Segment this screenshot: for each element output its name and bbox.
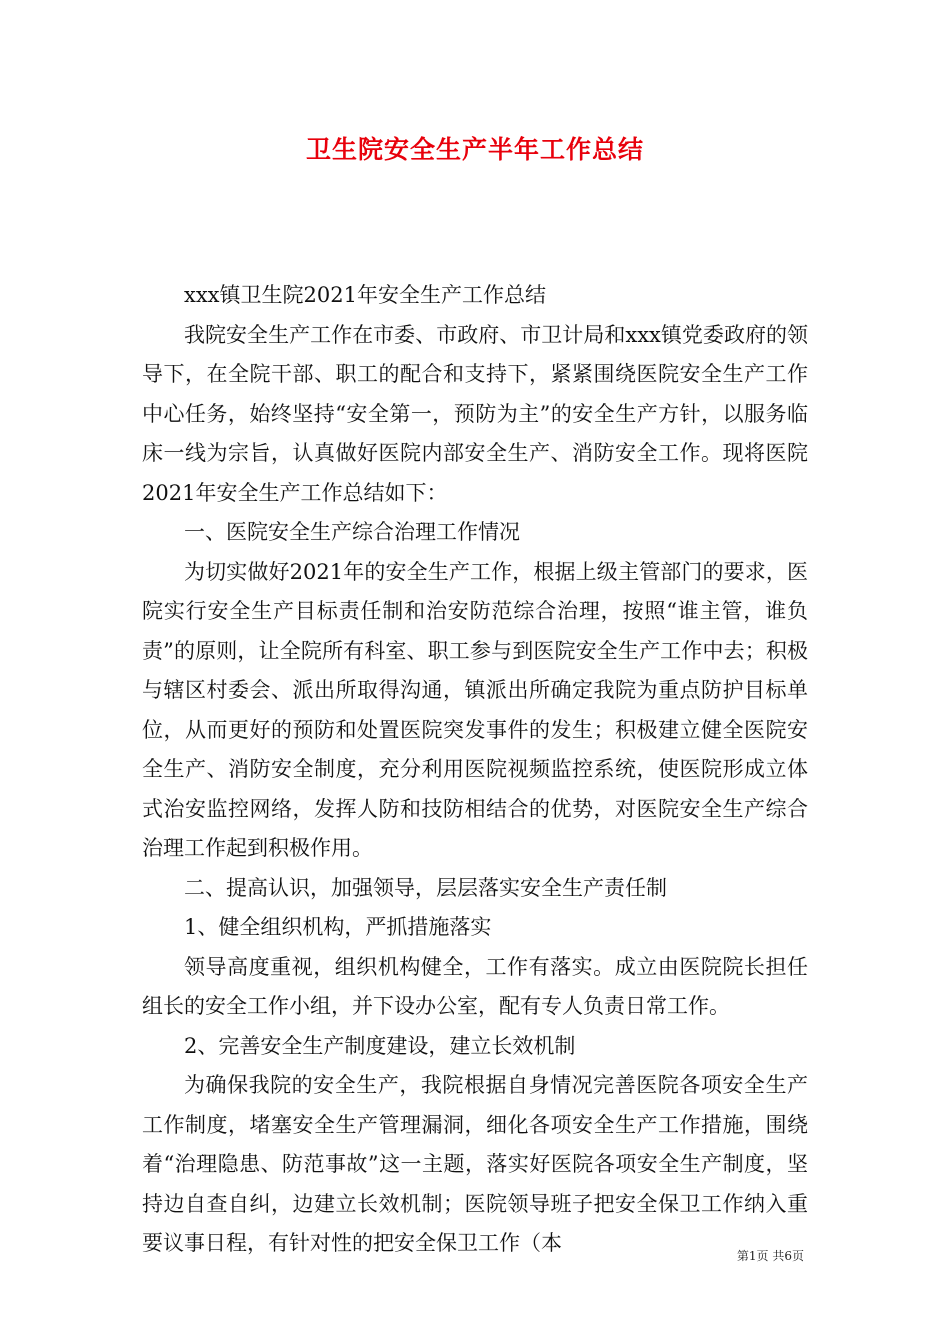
- paragraph-1: xxx镇卫生院2021年安全生产工作总结: [184, 283, 546, 307]
- section-heading-1: 一、医院安全生产综合治理工作情况: [184, 520, 520, 544]
- paragraph-5: 为确保我院的安全生产，我院根据自身情况完善医院各项安全生产工作制度，堵塞安全生产管理漏洞，细化各项安全生产工作措施，围绕着“治理隐患、防范事故”这一主题，落实好医院各项安全生产制度，坚持边自查自纠，边建立长效机制；医院领导班子把安全保卫工作纳入重要议事日程，有针对性的把安全保卫工作（本: [142, 1073, 808, 1255]
- document-body: [142, 276, 808, 1264]
- section-heading-2: 二、提高认识，加强领导，层层落实安全生产责任制: [184, 875, 667, 900]
- subsection-heading-1: 1、健全组织机构，严抓措施落实: [184, 915, 492, 939]
- subsection-heading-2: 2、完善安全生产制度建设，建立长效机制: [184, 1033, 576, 1058]
- page-number: 第1页 共6页: [736, 1249, 804, 1263]
- page-title: 卫生院安全生产半年工作总结: [305, 135, 644, 164]
- paragraph-3: 为切实做好2021年的安全生产工作，根据上级主管部门的要求，医院实行安全生产目标责任制和治安防范综合治理，按照“谁主管，谁负责”的原则，让全院所有科室、职工参与到医院安全生产工作中去；积极与辖区村委会、派出所取得沟通，镇派出所确定我院为重点防护目标单位，从而更好的预防和处置医院突发事件的发生；积极建立健全医院安全生产、消防安全制度，充分利用医院视频监控系统，使医院形成立体式治安监控网络，发挥人防和技防相结合的优势，对医院安全生产综合治理工作起到积极作用。: [142, 559, 808, 860]
- paragraph-4: 领导高度重视，组织机构健全，工作有落实。成立由医院院长担任组长的安全工作小组，并下设办公室，配有专人负责日常工作。: [142, 954, 808, 1018]
- paragraph-2: 我院安全生产工作在市委、市政府、市卫计局和xxx镇党委政府的领导下，在全院干部、职工的配合和支持下，紧紧围绕医院安全生产工作中心任务，始终坚持“安全第一，预防为主”的安全生产方针，以服务临床一线为宗旨，认真做好医院内部安全生产、消防安全工作。现将医院2021年安全生产工作总结如下：: [142, 322, 808, 505]
